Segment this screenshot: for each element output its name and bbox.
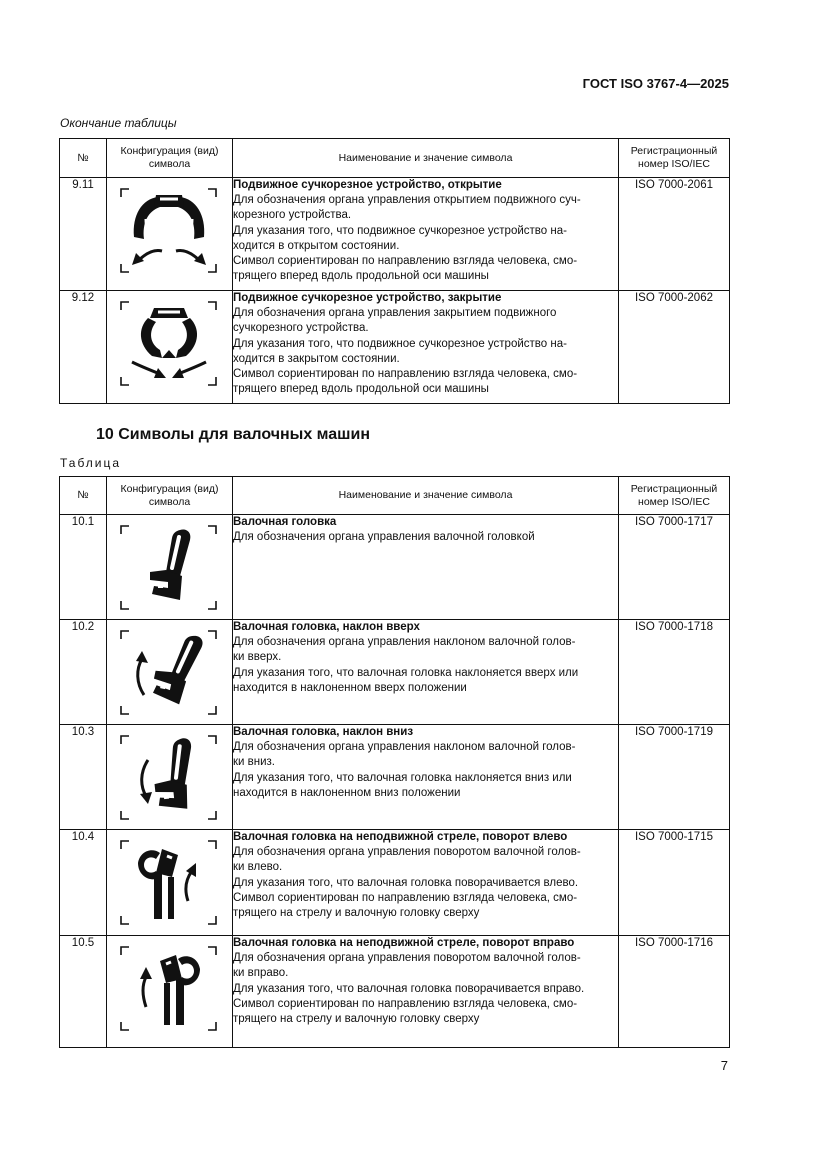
table-row xyxy=(60,936,730,1048)
description-cell xyxy=(233,830,619,936)
symbol-cell xyxy=(107,178,233,291)
mobile-cutting-device-open-icon xyxy=(126,191,212,270)
col-header-number: № xyxy=(60,139,107,178)
mobile-cutting-device-closed-icon xyxy=(126,304,212,383)
symbol-name: Валочная головка, наклон вверх xyxy=(233,621,420,633)
col-header-description: Наименование и значение символа xyxy=(233,477,619,515)
symbol-name: Валочная головка xyxy=(233,516,337,528)
page-number: 7 xyxy=(720,1058,728,1073)
symbol-name: Подвижное сучкорезное устройство, закрытие xyxy=(233,292,502,304)
table-row xyxy=(60,725,730,830)
symbol-name: Валочная головка, наклон вниз xyxy=(233,726,414,738)
registration-number: ISO 7000-2062 xyxy=(619,291,730,404)
felling-head-rotate-left-icon xyxy=(126,843,212,922)
description-cell xyxy=(233,515,619,620)
symbol-name: Валочная головка на неподвижной стреле, поворот вправо xyxy=(233,937,575,949)
description-cell xyxy=(233,620,619,725)
symbols-table-continuation xyxy=(59,138,730,404)
symbol-cell xyxy=(107,936,233,1048)
table-row xyxy=(60,620,730,725)
col-header-number: № xyxy=(60,477,107,515)
registration-number: ISO 7000-1716 xyxy=(619,936,730,1048)
symbol-name: Подвижное сучкорезное устройство, открытие xyxy=(233,179,502,191)
table-row xyxy=(60,515,730,620)
registration-number: ISO 7000-1717 xyxy=(619,515,730,620)
table-label: Таблица xyxy=(60,456,122,470)
felling-head-icon xyxy=(126,528,212,607)
symbols-table-felling-machines xyxy=(59,476,730,1048)
row-number: 10.3 xyxy=(60,725,107,830)
row-number: 10.4 xyxy=(60,830,107,936)
symbol-meaning: Для обозначения органа управления поворотом валочной голов- ки вправо. Для указания того, что валочная головка поворачивается вправо. Символ сориентирован по направлению взгляда человека, смо- трящего на стрелу и валочную головку сверху xyxy=(233,952,585,1026)
row-number: 9.12 xyxy=(60,291,107,404)
registration-number: ISO 7000-1715 xyxy=(619,830,730,936)
symbol-cell xyxy=(107,830,233,936)
symbol-meaning: Для обозначения органа управления валочной головкой xyxy=(233,531,535,544)
description-cell xyxy=(233,178,619,291)
row-number: 10.2 xyxy=(60,620,107,725)
row-number: 9.11 xyxy=(60,178,107,291)
table-row xyxy=(60,178,730,291)
description-cell xyxy=(233,725,619,830)
symbol-cell xyxy=(107,620,233,725)
registration-number: ISO 7000-2061 xyxy=(619,178,730,291)
symbol-meaning: Для обозначения органа управления наклоном валочной голов- ки вниз. Для указания того, что валочная головка наклоняется вниз или находится в наклоненном вниз положении xyxy=(233,741,576,799)
col-header-configuration: Конфигурация (вид) символа xyxy=(107,477,233,515)
description-cell xyxy=(233,936,619,1048)
symbol-meaning: Для обозначения органа управления наклоном валочной голов- ки вверх. Для указания того, что валочная головка наклоняется вверх или находится в наклоненном вверх положении xyxy=(233,636,579,694)
description-cell xyxy=(233,291,619,404)
symbol-meaning: Для обозначения органа управления поворотом валочной голов- ки влево. Для указания того, что валочная головка поворачивается влево. Символ сориентирован по направлению взгляда человека, смо- трящего на стрелу и валочную головку сверху xyxy=(233,846,581,920)
table-row xyxy=(60,830,730,936)
table-header-row xyxy=(60,477,730,515)
symbol-cell xyxy=(107,725,233,830)
felling-head-rotate-right-icon xyxy=(126,949,212,1028)
table-header-row xyxy=(60,139,730,178)
symbol-meaning: Для обозначения органа управления закрытием подвижного сучкорезного устройства. Для указания того, что подвижное сучкорезное устройство на- ходится в закрытом состоянии. Символ сориентирован по направлению взгляда человека, смо- трящего вперед вдоль продольной оси машины xyxy=(233,307,578,396)
table-continuation-caption: Окончание таблицы xyxy=(60,116,177,130)
row-number: 10.5 xyxy=(60,936,107,1048)
felling-head-tilt-down-icon xyxy=(126,738,212,817)
col-header-registration: Регистрационный номер ISO/IEC xyxy=(619,477,730,515)
symbol-name: Валочная головка на неподвижной стреле, поворот влево xyxy=(233,831,568,843)
symbol-meaning: Для обозначения органа управления открытием подвижного суч- корезного устройства. Для указания того, что подвижное сучкорезное устройство на- ходится в открытом состоянии. Символ сориентирован по направлению взгляда человека, смо- трящего вперед вдоль продольной оси машины xyxy=(233,194,581,283)
col-header-description: Наименование и значение символа xyxy=(233,139,619,178)
registration-number: ISO 7000-1719 xyxy=(619,725,730,830)
registration-number: ISO 7000-1718 xyxy=(619,620,730,725)
document-code: ГОСТ ISO 3767-4—2025 xyxy=(582,76,729,91)
col-header-registration: Регистрационный номер ISO/IEC xyxy=(619,139,730,178)
row-number: 10.1 xyxy=(60,515,107,620)
col-header-configuration: Конфигурация (вид) символа xyxy=(107,139,233,178)
symbol-cell xyxy=(107,291,233,404)
table-row xyxy=(60,291,730,404)
symbol-cell xyxy=(107,515,233,620)
section-title: 10 Символы для валочных машин xyxy=(96,426,371,443)
felling-head-tilt-up-icon xyxy=(126,633,212,712)
